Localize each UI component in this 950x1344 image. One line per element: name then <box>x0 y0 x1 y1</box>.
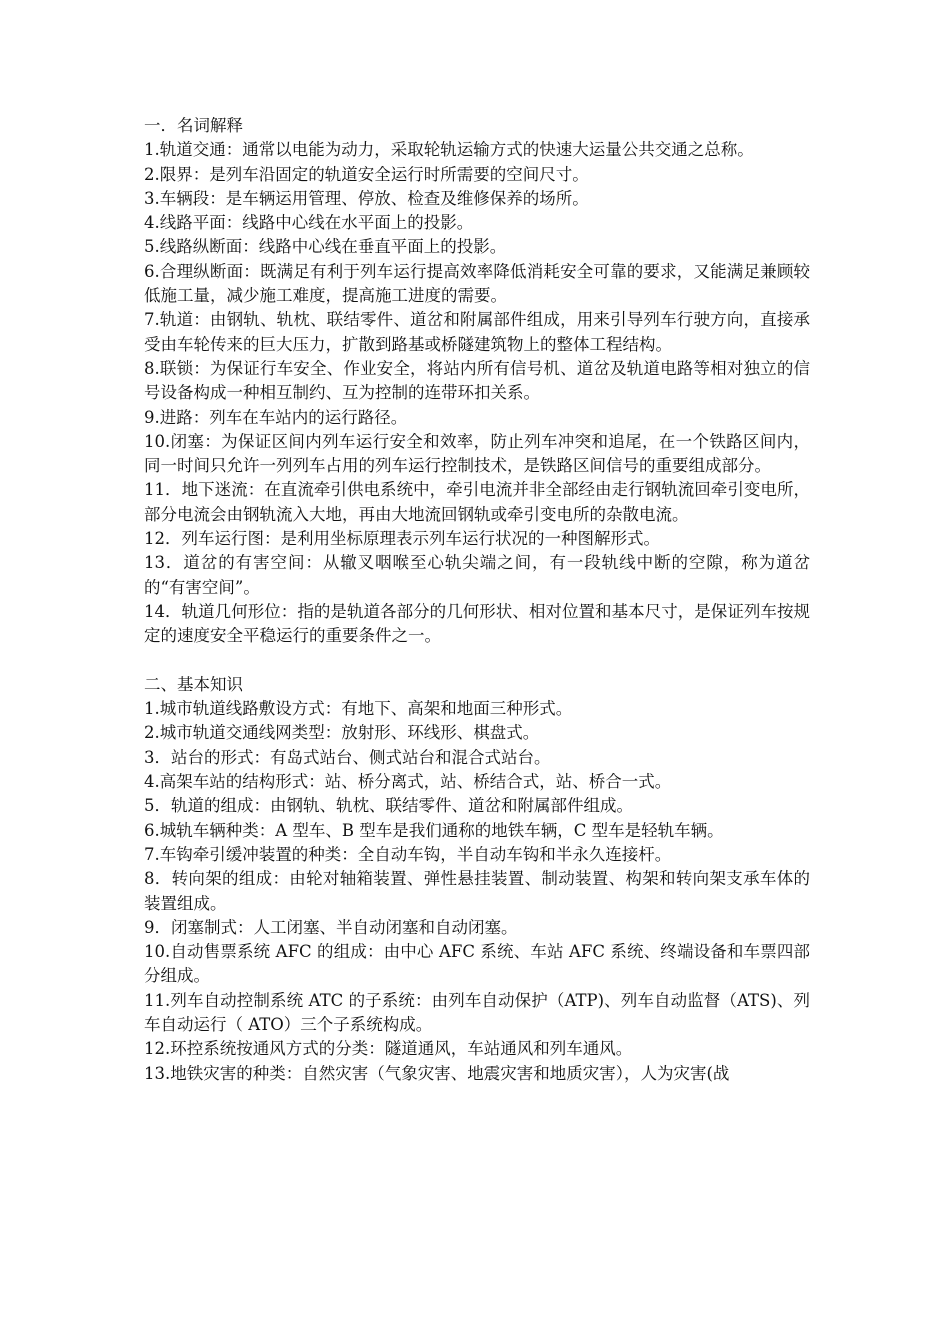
term-item: 14．轨道几何形位：指的是轨道各部分的几何形状、相对位置和基本尺寸，是保证列车按规定的速度安全平稳运行的重要条件之一。 <box>144 601 810 646</box>
knowledge-item: 13.地铁灾害的种类：自然灾害（气象灾害、地震灾害和地质灾害），人为灾害(战 <box>144 1063 730 1083</box>
term-item: 2.限界：是列车沿固定的轨道安全运行时所需要的空间尺寸。 <box>144 164 589 184</box>
term-item: 8.联锁：为保证行车安全、作业安全，将站内所有信号机、道岔及轨道电路等相对独立的信号设备构成一种相互制约、互为控制的连带环扣关系。 <box>144 358 810 403</box>
document-body <box>144 114 810 1086</box>
knowledge-item: 7.车钩牵引缓冲装置的种类：全自动车钩，半自动车钩和半永久连接杆。 <box>144 844 672 864</box>
knowledge-item: 11.列车自动控制系统 ATC 的子系统：由列车自动保护（ATP)、列车自动监督（ATS)、列车自动运行（ ATO）三个子系统构成。 <box>144 990 810 1034</box>
section-spacer <box>144 649 810 673</box>
term-item: 5.线路纵断面：线路中心线在垂直平面上的投影。 <box>144 237 507 257</box>
term-item: 1.轨道交通：通常以电能为动力，采取轮轨运输方式的快速大运量公共交通之总称。 <box>144 140 754 160</box>
term-item: 3.车辆段：是车辆运用管理、停放、检查及维修保养的场所。 <box>144 188 589 208</box>
knowledge-item: 1.城市轨道线路敷设方式：有地下、高架和地面三种形式。 <box>144 699 573 719</box>
knowledge-item: 12.环控系统按通风方式的分类：隧道通风，车站通风和列车通风。 <box>144 1039 633 1059</box>
knowledge-item: 5．轨道的组成：由钢轨、轨枕、联结零件、道岔和附属部件组成。 <box>144 796 633 816</box>
term-item: 9.进路：列车在车站内的运行路径。 <box>144 407 408 427</box>
knowledge-item: 3．站台的形式：有岛式站台、侧式站台和混合式站台。 <box>144 747 551 767</box>
knowledge-item: 10.自动售票系统 AFC 的组成：由中心 AFC 系统、车站 AFC 系统、终端设备和车票四部分组成。 <box>144 942 810 986</box>
term-item: 12．列车运行图：是利用坐标原理表示列车运行状况的一种图解形式。 <box>144 529 660 549</box>
section-heading-basics: 二、基本知识 <box>144 674 243 694</box>
knowledge-item: 4.高架车站的结构形式：站、桥分离式，站、桥结合式，站、桥合一式。 <box>144 772 672 792</box>
knowledge-item: 8．转向架的组成：由轮对轴箱装置、弹性悬挂装置、制动装置、构架和转向架支承车体的装置组成。 <box>144 869 810 913</box>
term-item: 6.合理纵断面：既满足有利于列车运行提高效率降低消耗安全可靠的要求，又能满足兼顾较低施工量，减少施工难度，提高施工进度的需要。 <box>144 261 810 306</box>
term-item: 11．地下迷流：在直流牵引供电系统中，牵引电流并非全部经由走行钢轨流回牵引变电所，部分电流会由钢轨流入大地，再由大地流回钢轨或牵引变电所的杂散电流。 <box>144 480 810 524</box>
term-item: 7.轨道：由钢轨、轨枕、联结零件、道岔和附属部件组成，用来引导列车行驶方向，直接承受由车轮传来的巨大压力，扩散到路基或桥隧建筑物上的整体工程结构。 <box>144 310 810 354</box>
knowledge-item: 2.城市轨道交通线网类型：放射形、环线形、棋盘式。 <box>144 723 540 743</box>
term-item: 10.闭塞：为保证区间内列车运行安全和效率，防止列车冲突和追尾，在一个铁路区间内，同一时间只允许一列列车占用的列车运行控制技术，是铁路区间信号的重要组成部分。 <box>144 431 810 476</box>
section-heading-terms: 一．名词解释 <box>144 116 243 135</box>
term-item: 4.线路平面：线路中心线在水平面上的投影。 <box>144 213 474 233</box>
term-item: 13．道岔的有害空间：从辙叉咽喉至心轨尖端之间，有一段轨线中断的空隙，称为道岔的“有害空间”。 <box>144 553 810 597</box>
knowledge-item: 6.城轨车辆种类：A 型车、B 型车是我们通称的地铁车辆，C 型车是轻轨车辆。 <box>144 820 724 840</box>
knowledge-item: 9．闭塞制式：人工闭塞、半自动闭塞和自动闭塞。 <box>144 917 518 937</box>
